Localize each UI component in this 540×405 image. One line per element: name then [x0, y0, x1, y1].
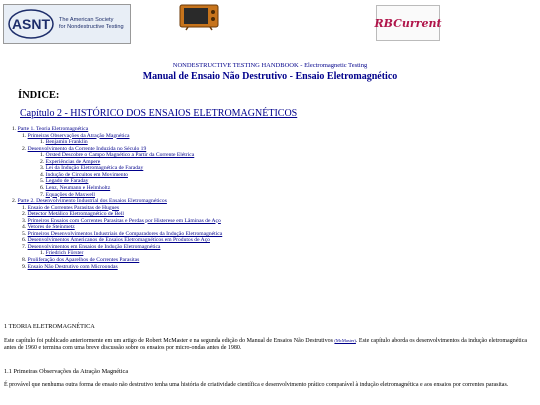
toc-item-link[interactable]: Indução de Circuitos em Movimento — [45, 171, 128, 178]
index-heading: ÍNDICE: — [18, 90, 60, 101]
toc-item-number: 5. — [22, 230, 28, 237]
toc-item-number: 7. — [40, 191, 46, 198]
toc-item-link[interactable]: Desenvolvimentos Americanos de Ensaios Eletromagnéticos em Produtos de Aço — [27, 237, 210, 244]
section-heading-1-1: 1.1 Primeiras Observações da Atração Magnética — [4, 368, 129, 375]
toc-item — [40, 185, 110, 192]
toc-item-link[interactable]: Friedrich Förster — [45, 250, 84, 257]
toc-item-number: 2. — [12, 198, 18, 205]
page-header — [0, 0, 540, 48]
rbcurrent-logo[interactable]: RBCurrent — [376, 5, 440, 41]
toc-item-number: 1. — [22, 132, 28, 139]
chapter-link[interactable]: Capítulo 2 - HISTÓRICO DOS ENSAIOS ELETROMAGNÉTICOS — [20, 108, 298, 119]
toc-item-link[interactable]: Legado de Faraday — [45, 178, 89, 185]
toc-item-number: 1. — [40, 139, 46, 146]
toc-item-link[interactable]: Ensaio Não Destrutivo com Microondas — [27, 263, 118, 270]
toc-item-link[interactable]: Detector Metálico Eletromagnético de Bell — [27, 211, 124, 218]
toc-item-number: 4. — [40, 171, 46, 178]
toc-item-number: 1. — [12, 126, 18, 132]
section-1-paragraph: Este capítulo foi publicado anteriormente em um artigo de Robert McMaster e na segunda edição do Manual de Ensaios Não Destrutivos (McMaster). Este capítulo aborda os desenvolvimentos da indução eletromagnética antes de 1960 e termina com uma breve discussão sobre os ensaios por micro-ondas antes de 1980. — [4, 338, 528, 352]
toc-item-number: 3. — [40, 165, 46, 172]
mcmaster-reference-link[interactable]: (McMaster) — [334, 338, 356, 343]
toc-item-number: 1. — [22, 204, 28, 211]
toc-item-number: 7. — [22, 243, 28, 250]
toc-item-number: 2. — [22, 211, 28, 218]
toc-item-number: 6. — [40, 184, 46, 191]
toc-item-link[interactable]: Primeiras Observações da Atração Magnética — [27, 132, 130, 139]
toc-item-link[interactable]: Desenvolvimentos em Ensaios de Indução Eletromagnética — [27, 243, 161, 250]
asnt-logo[interactable] — [3, 4, 131, 44]
toc-item-link[interactable]: Experiências de Ampere — [45, 158, 101, 165]
toc-item — [22, 264, 118, 271]
toc-item-link[interactable]: Parte 1. Teoria Eletromagnética — [17, 126, 89, 132]
toc-item-link[interactable]: Equações de Maxwell — [45, 191, 95, 198]
toc-item-link[interactable]: Benjamin Franklin — [45, 139, 88, 146]
toc-item-link[interactable]: Vetores de Steinmetz — [27, 224, 75, 231]
toc-item-number: 6. — [22, 237, 28, 244]
toc-item-link[interactable]: Lei da Indução Eletromagnética de Faraday — [45, 165, 144, 172]
toc-item-number: 5. — [40, 178, 46, 185]
toc-item-link[interactable]: Primeiros Ensaios com Correntes Parasitas e Perdas por Histerese em Lâminas de Aço — [27, 217, 221, 224]
toc-item-number: 2. — [40, 158, 46, 165]
toc-item-link[interactable]: Lenz, Neumann e Helmholtz — [45, 184, 111, 191]
toc-item-number: 4. — [22, 224, 28, 231]
television-icon[interactable] — [178, 3, 220, 31]
toc-item-number: 1. — [40, 152, 46, 159]
toc-item-link[interactable]: Desenvolvimento da Corrente Induzida no Século 19 — [27, 145, 147, 152]
section-heading-1: 1 TEORIA ELETROMAGNÉTICA — [4, 323, 95, 330]
svg-text:ASNT: ASNT — [11, 16, 51, 32]
section-1-1-paragraph: É provável que nenhuma outra forma de ensaio não destrutivo tenha uma história de criatividade científica e desenvolvimento prático comparável à indução eletromagnética e aos ensaios por correntes parasitas. — [4, 382, 509, 388]
toc-item-number: 1. — [40, 250, 46, 257]
toc-item — [40, 152, 194, 159]
toc-item-link[interactable]: Orsted Descobre o Campo Magnético a Partir da Corrente Elétrica — [45, 152, 195, 159]
toc-item — [40, 250, 83, 257]
toc-item-number: 9. — [22, 263, 28, 270]
toc-item-number: 8. — [22, 257, 28, 263]
toc-item-number: 3. — [22, 217, 28, 224]
toc-item-number: 2. — [22, 145, 28, 152]
handbook-line: NONDESTRUCTIVE TESTING HANDBOOK - Electromagnetic Testing — [172, 62, 368, 69]
toc-item — [22, 218, 221, 225]
page-title: Manual de Ensaio Não Destrutivo - Ensaio Eletromagnético — [142, 71, 398, 82]
toc-item-link[interactable]: Parte 2. Desenvolvimento Industrial dos Ensaios Eletromagnéticos — [17, 198, 167, 205]
asnt-logo-text: The American Society for Nondestructive Testing — [59, 17, 124, 30]
toc-item-link[interactable]: Primeiros Desenvolvimentos Industriais de Comparadores da Indução Eletromagnética — [27, 230, 223, 237]
asnt-mark-icon — [7, 7, 55, 41]
toc-item-link[interactable]: Proliferação dos Aparelhos de Correntes Parasitas — [27, 257, 140, 263]
toc-item-link[interactable]: Ensaio de Correntes Parasitas de Hugues — [27, 204, 120, 211]
